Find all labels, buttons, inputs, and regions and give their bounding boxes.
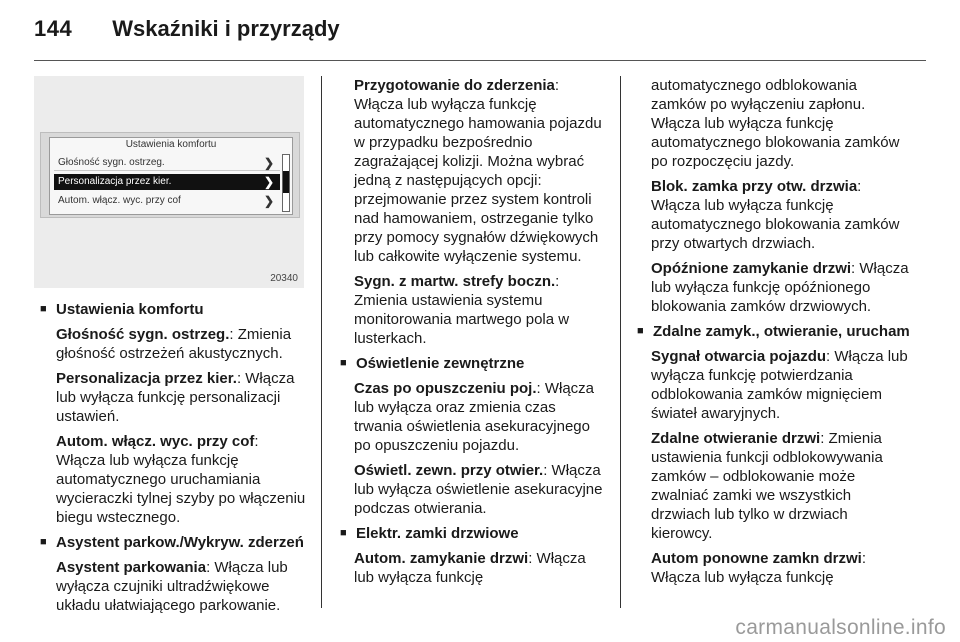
- section-heading: ■ Elektr. zamki drzwiowe: [340, 524, 606, 543]
- column-3: [651, 76, 911, 593]
- entry: Opóźnione zamykanie drzwi: Włącza lub wyłącza funkcję opóźnionego blokowania zamków drzwiowych.: [651, 260, 909, 315]
- entry: Przygotowanie do zderzenia: Włącza lub wyłącza funkcję automatycznego hamowania pojazdu w przypadku bezpośrednio zagrażającej kolizji. Można wybrać jedną z następujących opcji: przejmowanie przez system kontroli nad hamowaniem, ostrzeganie tylko przy pomocy sygnałów dźwiękowych lub całkowite wyłączenie systemu.: [354, 77, 602, 265]
- column-divider-1: [321, 76, 322, 608]
- menu-item-warning-volume: Głośność sygn. ostrzeg. ❯: [54, 155, 280, 171]
- entry: Czas po opuszczeniu poj.: Włącza lub wyłącza oraz zmienia czas trwania oświetlenia asekuracyjnego po opuszczeniu pojazdu.: [354, 380, 595, 454]
- entry: Autom. włącz. wyc. przy cof: Włącza lub wyłącza funkcję automatycznego uruchamiania wycieraczki tylnej szyby po włączeniu biegu wstecznego.: [56, 433, 306, 526]
- column-1: [40, 300, 308, 621]
- section-heading: ■ Oświetlenie zewnętrzne: [340, 354, 606, 373]
- entry: Personalizacja przez kier.: Włącza lub wyłącza funkcję personalizacji ustawień.: [56, 370, 295, 425]
- display-screen: [49, 137, 293, 215]
- section-heading: ■ Zdalne zamyk., otwieranie, urucham: [637, 322, 911, 341]
- entry: Autom. zamykanie drzwi: Włącza lub wyłącza funkcję: [354, 550, 586, 586]
- column-2: [354, 76, 606, 593]
- page-number: 144: [34, 16, 73, 41]
- page-header: [34, 16, 340, 46]
- scrollbar-thumb: [283, 171, 289, 193]
- entry: Zdalne otwieranie drzwi: Zmienia ustawienia funkcji odblokowywania zamków – odblokowanie może zwalniać zamki we wszystkich drzwiach lub tylko w drzwiach kierowcy.: [651, 430, 883, 542]
- page-title: Wskaźniki i przyrządy: [112, 16, 340, 41]
- entry: Blok. zamka przy otw. drzwia: Włącza lub wyłącza funkcję automatycznego blokowania zamków przy otwartych drzwiach.: [651, 178, 900, 252]
- figure-code: 20340: [270, 273, 298, 284]
- menu-item-personalization: Personalizacja przez kier. ❯: [54, 174, 280, 190]
- chevron-right-icon: ❯: [263, 194, 274, 208]
- section-heading: ■ Ustawienia komfortu: [40, 300, 308, 319]
- figure-comfort-settings-screen: [34, 76, 304, 288]
- column-divider-2: [620, 76, 621, 608]
- watermark: carmanualsonline.info: [735, 616, 946, 639]
- entry: Autom ponowne zamkn drzwi: Włącza lub wyłącza funkcję: [651, 550, 867, 586]
- section-heading: ■ Asystent parkow./Wykryw. zderzeń: [40, 533, 308, 552]
- entry: automatycznego odblokowania zamków po wyłączeniu zapłonu. Włącza lub wyłącza funkcję automatycznego blokowania zamków po rozpoczęciu jazdy.: [651, 77, 900, 170]
- chevron-right-icon: ❯: [263, 175, 274, 189]
- menu-item-auto-rear-wiper: Autom. włącz. wyc. przy cof ❯: [58, 194, 274, 208]
- entry: Sygnał otwarcia pojazdu: Włącza lub wyłącza funkcję potwierdzania odblokowania zamków mignięciem świateł awaryjnych.: [651, 348, 908, 422]
- header-divider: [34, 60, 926, 61]
- entry: Sygn. z martw. strefy boczn.: Zmienia ustawienia systemu monitorowania martwego pola w lusterkach.: [354, 273, 570, 347]
- display-bezel: [40, 132, 300, 218]
- screen-title: Ustawienia komfortu: [125, 139, 217, 150]
- entry: Głośność sygn. ostrzeg.: Zmienia głośność ostrzeżeń akustycznych.: [56, 326, 292, 362]
- menu-scrollbar: [282, 154, 290, 212]
- chevron-right-icon: ❯: [263, 156, 274, 170]
- entry: Oświetl. zewn. przy otwier.: Włącza lub wyłącza oświetlenie asekuracyjne podczas otwierania.: [354, 462, 603, 517]
- entry: Asystent parkowania: Włącza lub wyłącza czujniki ultradźwiękowe układu ułatwiającego parkowanie.: [56, 559, 288, 614]
